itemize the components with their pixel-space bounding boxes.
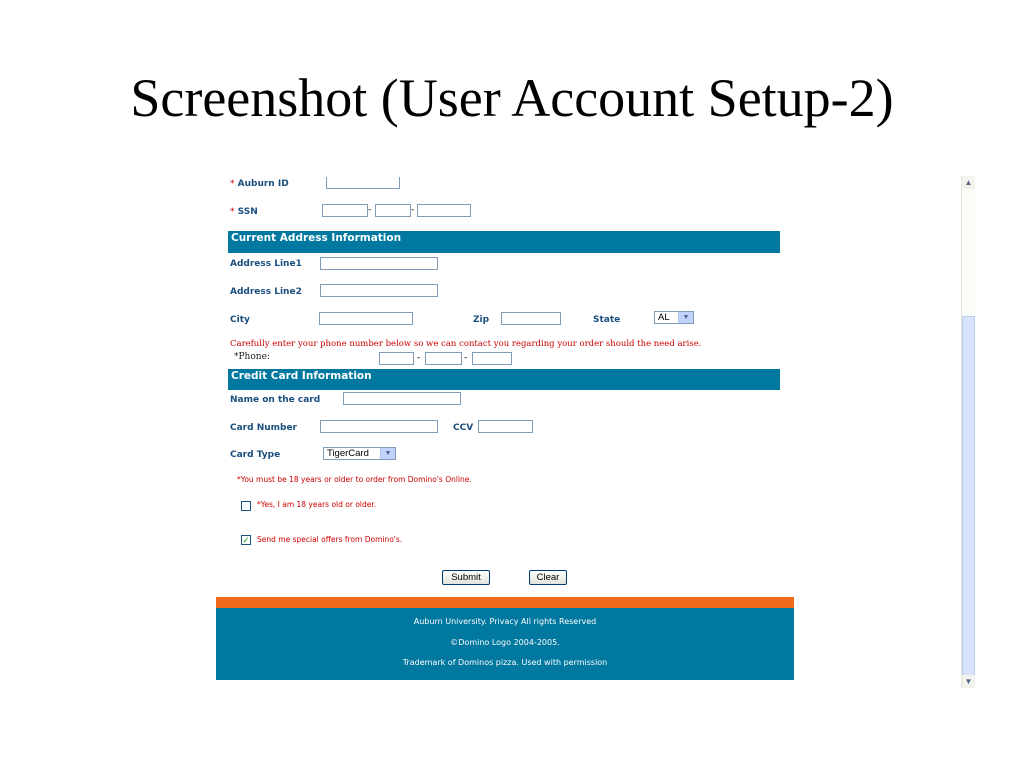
ssn-label (230, 207, 258, 217)
address-line2-input[interactable] (320, 284, 438, 297)
ssn-separator: - (411, 205, 415, 215)
required-mark: * (230, 207, 235, 217)
footer-copyright-domino: ©Domino Logo 2004-2005. (450, 638, 560, 647)
state-selected-value: AL (658, 312, 670, 323)
checkmark-icon: ✓ (242, 535, 250, 545)
address-line2-label: Address Line2 (230, 287, 302, 297)
card-number-label: Card Number (230, 423, 297, 433)
phone-line-input[interactable] (472, 352, 512, 365)
zip-input[interactable] (501, 312, 561, 325)
phone-label: *Phone: (234, 352, 270, 362)
submit-button[interactable]: Submit (442, 570, 490, 585)
state-select[interactable] (654, 311, 694, 324)
ssn-label-text: SSN (237, 207, 258, 217)
age-confirm-label: *Yes, I am 18 years old or older. (257, 500, 377, 509)
footer-copyright-auburn: Auburn University. Privacy All rights Reserved (413, 617, 597, 626)
ccv-input[interactable] (478, 420, 533, 433)
ssn-part2-input[interactable] (375, 204, 411, 217)
vertical-scrollbar[interactable] (961, 176, 975, 688)
card-name-label: Name on the card (230, 395, 321, 405)
city-label: City (230, 315, 250, 325)
scrollbar-thumb[interactable] (962, 316, 975, 676)
phone-prefix-input[interactable] (425, 352, 462, 365)
footer (216, 608, 794, 680)
auburn-id-label (230, 179, 289, 189)
phone-area-input[interactable] (379, 352, 414, 365)
footer-trademark: Trademark of Dominos pizza. Used with permission (402, 658, 608, 667)
state-label: State (593, 315, 621, 325)
auburn-id-label-text: Auburn ID (237, 179, 289, 189)
card-name-input[interactable] (343, 392, 461, 405)
age-notice: *You must be 18 years or older to order from Domino's Online. (237, 475, 472, 484)
card-number-input[interactable] (320, 420, 438, 433)
address-line1-input[interactable] (320, 257, 438, 270)
phone-separator: - (417, 353, 421, 363)
footer-accent-stripe (216, 597, 794, 608)
special-offers-checkbox[interactable] (241, 535, 251, 545)
address-line1-label: Address Line1 (230, 259, 302, 269)
chevron-down-icon: ▼ (678, 312, 693, 323)
ssn-part1-input[interactable] (322, 204, 368, 217)
phone-notice: Carefully enter your phone number below so we can contact you regarding your order should the need arise. (230, 339, 702, 349)
phone-separator: - (464, 353, 468, 363)
special-offers-label: Send me special offers from Domino's. (257, 535, 403, 544)
address-section-header: Current Address Information (228, 231, 780, 253)
card-type-selected-value: TigerCard (327, 448, 369, 459)
age-confirm-checkbox[interactable] (241, 501, 251, 511)
zip-label: Zip (473, 315, 490, 325)
card-type-label: Card Type (230, 450, 281, 460)
card-type-select[interactable] (323, 447, 396, 460)
ccv-label: CCV (453, 423, 474, 433)
ssn-part3-input[interactable] (417, 204, 471, 217)
city-input[interactable] (319, 312, 413, 325)
chevron-down-icon[interactable]: ▼ (962, 675, 975, 688)
clear-button[interactable]: Clear (529, 570, 567, 585)
chevron-down-icon: ▼ (380, 448, 395, 459)
required-mark: * (230, 179, 235, 189)
auburn-id-input[interactable] (326, 177, 400, 189)
slide-title: Screenshot (User Account Setup-2) (130, 68, 894, 128)
ssn-separator: - (368, 205, 372, 215)
card-section-header: Credit Card Information (228, 369, 780, 390)
chevron-up-icon[interactable]: ▲ (962, 176, 975, 189)
